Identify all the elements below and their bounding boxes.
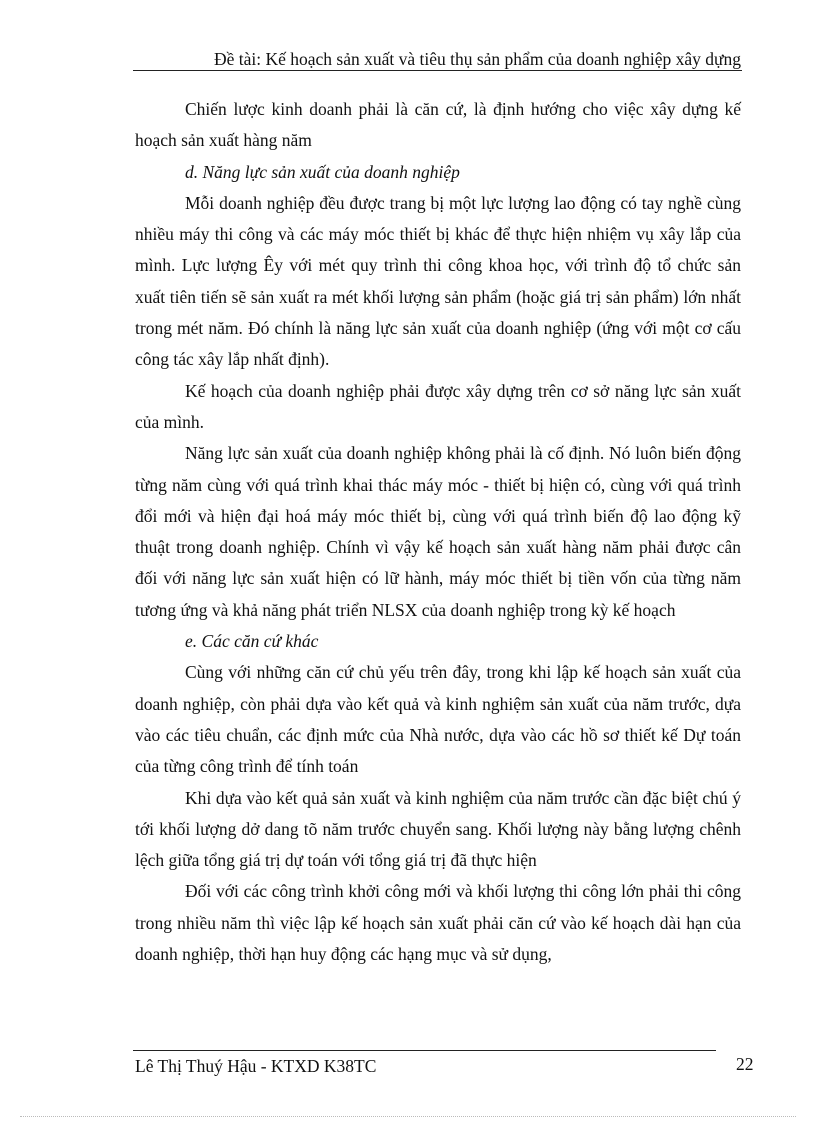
paragraph-plan-basis: Kế hoạch của doanh nghiệp phải được xây dựng trên cơ sở năng lực sản xuất của mình. (135, 380, 741, 432)
paragraph-other-bases: Cùng với những căn cứ chủ yếu trên đây, trong khi lập kế hoạch sản xuất của doanh nghiệp, còn phải dựa vào kết quả và kinh nghiệm sản xuất của năm trước, dựa vào các tiêu chuẩn, các định mức của Nhà nước, dựa vào các hồ sơ thiết kế Dự toán của từng công trình để tính toán (135, 662, 741, 777)
page-header-title: Đề tài: Kế hoạch sản xuất và tiêu thụ sản phẩm của doanh nghiệp xây dựng (213, 49, 741, 69)
document-body (135, 94, 741, 970)
page-bottom-border (20, 1116, 796, 1117)
footer-divider (133, 1050, 716, 1051)
footer-author: Lê Thị Thuý Hậu - KTXD K38TC (135, 1056, 377, 1076)
paragraph-strategy: Chiến lược kinh doanh phải là căn cứ, là định hướng cho việc xây dựng kế hoạch sản xuất hàng năm (135, 99, 741, 151)
paragraph-capacity-changes: Năng lực sản xuất của doanh nghiệp không phải là cố định. Nó luôn biến động từng năm cùng với quá trình khai thác máy móc - thiết bị hiện có, cùng với quá trình đổi mới và hiện đại hoá máy móc thiết bị, cùng với quá trình biến độ lao động kỹ thuật trong doanh nghiệp. Chính vì vậy kế hoạch sản xuất hàng năm phải được cân đối với năng lực sản xuất hiện có lữ hành, máy móc thiết bị tiền vốn của từng năm tương ứng và khả năng phát triển NLSX của doanh nghiệp trong kỳ kế hoạch (135, 443, 741, 620)
paragraph-new-works: Đối với các công trình khởi công mới và khối lượng thi công lớn phải thi công trong nhiều năm thì việc lập kế hoạch sản xuất phải căn cứ vào kế hoạch dài hạn của doanh nghiệp, thời hạn huy động các hạng mục và sử dụng, (135, 881, 741, 965)
page-number: 22 (736, 1054, 754, 1074)
section-heading-d: d. Năng lực sản xuất của doanh nghiệp (185, 161, 460, 182)
section-heading-e: e. Các căn cứ khác (185, 631, 319, 652)
paragraph-previous-year: Khi dựa vào kết quả sản xuất và kinh nghiệm của năm trước cần đặc biệt chú ý tới khối lượng dở dang tõ năm trước chuyển sang. Khối lượng này bằng lượng chênh lệch giữa tổng giá trị dự toán với tổng giá trị đã thực hiện (135, 787, 741, 871)
header-divider (133, 70, 742, 71)
paragraph-capacity-definition: Mỗi doanh nghiệp đều được trang bị một lực lượng lao động có tay nghề cùng nhiều máy thi công và các máy móc thiết bị khác để thực hiện nhiệm vụ xây lắp của mình. Lực lượng Êy với mét quy trình thi công khoa học, với trình độ tổ chức sản xuất tiên tiến sẽ sản xuất ra mét khối lượng sản phẩm (hoặc giá trị sản phẩm) lớn nhất trong mét năm. Đó chính là năng lực sản xuất của doanh nghiệp (ứng với một cơ cấu công tác xây lắp nhất định). (135, 192, 741, 370)
